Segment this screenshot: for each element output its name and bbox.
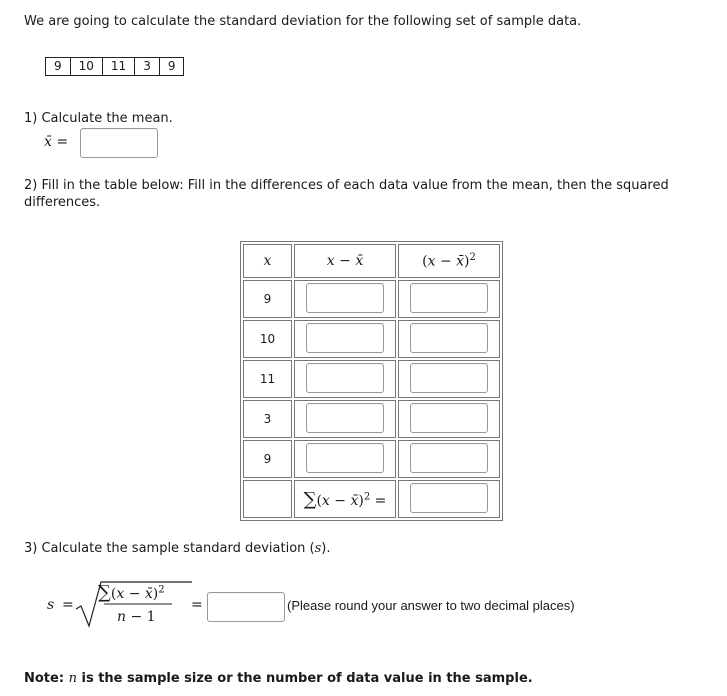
numerator-x: x — [116, 586, 125, 602]
header-diff — [294, 244, 396, 278]
note-n: n — [68, 671, 77, 686]
diff-cell — [294, 440, 396, 478]
rounding-note: (Please round your answer to two decimal places) — [287, 598, 575, 613]
step3-label — [24, 541, 331, 556]
step3-label-text: 3) Calculate the sample standard deviation ( — [24, 541, 315, 556]
numerator-exp: 2 — [158, 584, 165, 596]
data-value: 11 — [103, 58, 135, 75]
header-diff-xbar: x̄ — [355, 253, 364, 269]
diff-input[interactable] — [306, 323, 384, 353]
row-value: 3 — [243, 400, 292, 438]
sum-row — [243, 480, 500, 518]
deviation-table — [240, 241, 503, 521]
header-sq-exp: 2 — [469, 252, 476, 264]
squared-cell — [398, 440, 500, 478]
diff-input[interactable] — [306, 363, 384, 393]
header-sq-xbar: x̄ — [456, 253, 465, 270]
header-diff-minus: − — [339, 253, 351, 269]
table-row — [243, 400, 500, 438]
denominator-minus: − — [130, 609, 143, 625]
row-value: 9 — [243, 440, 292, 478]
note-prefix: Note: — [24, 671, 65, 686]
intro-text: We are going to calculate the standard deviation for the following set of sample data. — [24, 14, 582, 29]
xbar-symbol: x̄ — [44, 134, 52, 150]
step3-label-var: s — [314, 541, 322, 556]
numerator-sigma: ∑ — [98, 582, 111, 603]
squared-cell — [398, 400, 500, 438]
denominator-one: 1 — [146, 609, 156, 625]
sum-squared-input[interactable] — [410, 483, 488, 513]
header-sq-open: ( — [422, 253, 428, 270]
std-dev-input[interactable] — [207, 592, 285, 622]
squared-input[interactable] — [410, 323, 488, 353]
diff-cell — [294, 320, 396, 358]
squared-input[interactable] — [410, 283, 488, 313]
s-symbol: s — [47, 597, 55, 613]
diff-input[interactable] — [306, 283, 384, 313]
sum-exp: 2 — [363, 490, 371, 502]
sum-minus: − — [334, 492, 347, 509]
sum-empty-cell — [243, 480, 292, 518]
mean-input[interactable] — [80, 128, 158, 158]
row-value: 11 — [243, 360, 292, 398]
sum-open: ( — [316, 492, 322, 509]
table-row — [243, 280, 500, 318]
diff-cell — [294, 360, 396, 398]
numerator-minus: − — [128, 586, 141, 602]
fraction-numerator — [98, 582, 165, 603]
sum-label-cell — [294, 480, 396, 518]
squared-input[interactable] — [410, 363, 488, 393]
header-sq-minus: − — [439, 253, 452, 270]
diff-cell — [294, 400, 396, 438]
header-sq-x: x — [427, 253, 436, 270]
numerator-open: ( — [110, 586, 117, 602]
squared-cell — [398, 280, 500, 318]
fraction-denominator — [117, 609, 156, 625]
equals-sign: = — [56, 134, 69, 150]
sample-data-row — [45, 57, 184, 76]
table-header-row — [243, 244, 500, 278]
diff-input[interactable] — [306, 403, 384, 433]
data-value: 10 — [71, 58, 103, 75]
note-text — [24, 671, 533, 686]
row-value: 9 — [243, 280, 292, 318]
step3-label-end: ). — [321, 541, 331, 556]
sum-equals: = — [374, 492, 387, 509]
numerator-close: ) — [152, 586, 159, 602]
mean-symbol — [44, 134, 68, 150]
denominator-n: n — [117, 609, 127, 625]
sum-xbar: x̄ — [350, 492, 359, 509]
data-value: 3 — [135, 58, 160, 75]
sum-close: ) — [358, 492, 364, 509]
equals-sign: = — [191, 597, 203, 613]
table-row — [243, 360, 500, 398]
data-value: 9 — [46, 58, 71, 75]
note-body: is the sample size or the number of data value in the sample. — [81, 671, 533, 686]
sigma-symbol: ∑ — [303, 488, 317, 510]
header-diff-x: x — [326, 253, 335, 269]
sum-x: x — [321, 492, 330, 509]
squared-cell — [398, 360, 500, 398]
table-row — [243, 440, 500, 478]
step1-label: 1) Calculate the mean. — [24, 111, 173, 126]
header-x-label: x — [263, 253, 272, 269]
squared-input[interactable] — [410, 403, 488, 433]
header-sq-close: ) — [464, 253, 470, 270]
step2-label: 2) Fill in the table below: Fill in the differences of each data value from the mean, then the squared differences. — [24, 178, 669, 210]
diff-cell — [294, 280, 396, 318]
sum-cell — [398, 480, 500, 518]
diff-input[interactable] — [306, 443, 384, 473]
header-squared — [398, 244, 500, 278]
table-row — [243, 320, 500, 358]
squared-input[interactable] — [410, 443, 488, 473]
equals-sign: = — [62, 597, 74, 613]
numerator-xbar: x̄ — [144, 586, 153, 602]
squared-cell — [398, 320, 500, 358]
data-value: 9 — [167, 59, 176, 73]
row-value: 10 — [243, 320, 292, 358]
header-x — [243, 244, 292, 278]
